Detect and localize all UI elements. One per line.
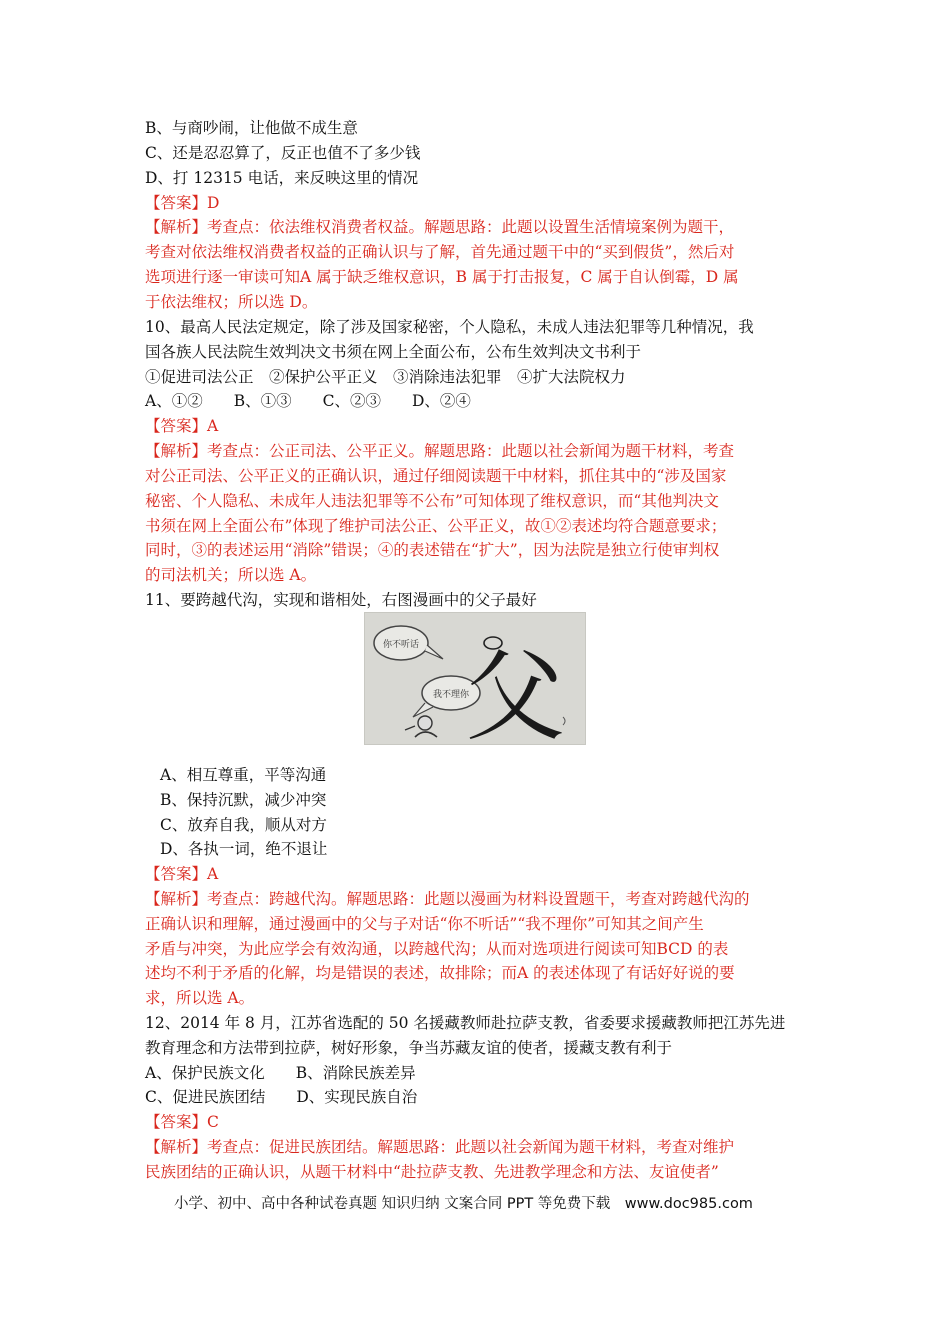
big-character: 父 [465,638,565,744]
question-line: D、打 12315 电话，来反映这里的情况 [145,168,419,187]
question-line: 12、2014 年 8 月，江苏省选配的 50 名援藏教师赴拉萨支教，省委要求援藏教师把江苏先进 [145,1014,786,1032]
question-line: A、相互尊重，平等沟通 [160,766,327,784]
answer-line: 【解析】考查点：跨越代沟。解题思路：此题以漫画为材料设置题干，考查对跨越代沟的 [145,890,750,908]
answer-line: 【解析】考查点：公正司法、公平正义。解题思路：此题以社会新闻为题干材料，考查 [145,442,735,461]
question-line: 教育理念和方法带到拉萨，树好形象，争当苏藏友谊的使者，援藏支教有利于 [145,1038,673,1057]
answer-line: 【解析】考查点：依法维权消费者权益。解题思路：此题以设置生活情境案例为题干， [145,218,735,237]
question-line: 11、要跨越代沟，实现和谐相处，右图漫画中的父子最好 [145,591,537,610]
answer-line: 对公正司法、公平正义的正确认识，通过仔细阅读题干中材料，抓住其中的“涉及国家 [145,466,727,485]
answer-line: 正确认识和理解，通过漫画中的父与子对话“你不听话”“我不理你”可知其之间产生 [145,914,704,933]
answer-line: 【解析】考查点：促进民族团结。解题思路：此题以社会新闻为题干材料，考查对维护 [145,1138,735,1156]
answer-line: 于依法维权；所以选 D。 [145,292,318,311]
comic-figure [364,612,586,745]
question-line: D、各执一词，绝不退让 [160,840,328,859]
question-line: ①促进司法公正 ②保护公平正义 ③消除违法犯罪 ④扩大法院权力 [145,367,626,386]
answer-line: 【答案】D [145,193,220,212]
answer-line: 【答案】A [145,865,219,884]
answer-line: 【答案】A [145,417,219,436]
comic-drawing [365,613,585,744]
answer-line: 述均不利于矛盾的化解，均是错误的表述，故排除；而A 的表述体现了有话好好说的要 [145,964,735,983]
page-footer: 小学、初中、高中各种试卷真题 知识归纳 文案合同 PPT 等免费下载 www.doc985.com [174,1196,753,1212]
answer-line: 求，所以选 A。 [145,989,255,1008]
answer-line: 选项进行逐一审读可知A 属于缺乏维权意识，B 属于打击报复，C 属于自认倒霉，D 属 [145,268,739,287]
question-line: C、促进民族团结 D、实现民族自治 [145,1088,418,1107]
question-line: A、①② B、①③ C、②③ D、②④ [145,392,471,411]
bubble-bottom-text: 我不理你 [432,690,470,700]
question-line: 10、最高人民法定规定，除了涉及国家秘密，个人隐私，未成人违法犯罪等几种情况，我 [145,317,754,336]
answer-line: 同时，③的表述运用“消除”错误；④的表述错在“扩大”，因为法院是独立行使审判权 [145,541,720,560]
answer-line: 考查对依法维权消费者权益的正确认识与了解，首先通过题干中的“买到假货”，然后对 [145,243,735,262]
question-line: 国各族人民法院生效判决文书须在网上全面公布，公布生效判决文书利于 [145,342,642,361]
question-line: C、放弃自我，顺从对方 [160,815,327,834]
answer-line: 秘密、个人隐私、未成年人违法犯罪等不公布”可知体现了维权意识，而“其他判决文 [145,491,719,510]
answer-line: 矛盾与冲突，为此应学会有效沟通，以跨越代沟；从而对选项进行阅读可知BCD 的表 [145,939,729,958]
question-line: B、与商吵闹，让他做不成生意 [145,119,358,137]
question-line: A、保护民族文化 B、消除民族差异 [145,1063,416,1082]
bubble-top-text: 你不听话 [382,640,420,650]
answer-line: 书须在网上全面公布”体现了维护司法公正、公平正义，故①②表述均符合题意要求； [145,516,727,535]
question-line: C、还是忍忍算了，反正也值不了多少钱 [145,143,421,162]
question-line: B、保持沉默，减少冲突 [160,790,327,809]
answer-line: 【答案】C [145,1113,219,1132]
answer-line: 的司法机关；所以选 A。 [145,566,317,585]
answer-line: 民族团结的正确认识，从题干材料中“赴拉萨支教、先进教学理念和方法、友谊使者” [145,1162,719,1181]
